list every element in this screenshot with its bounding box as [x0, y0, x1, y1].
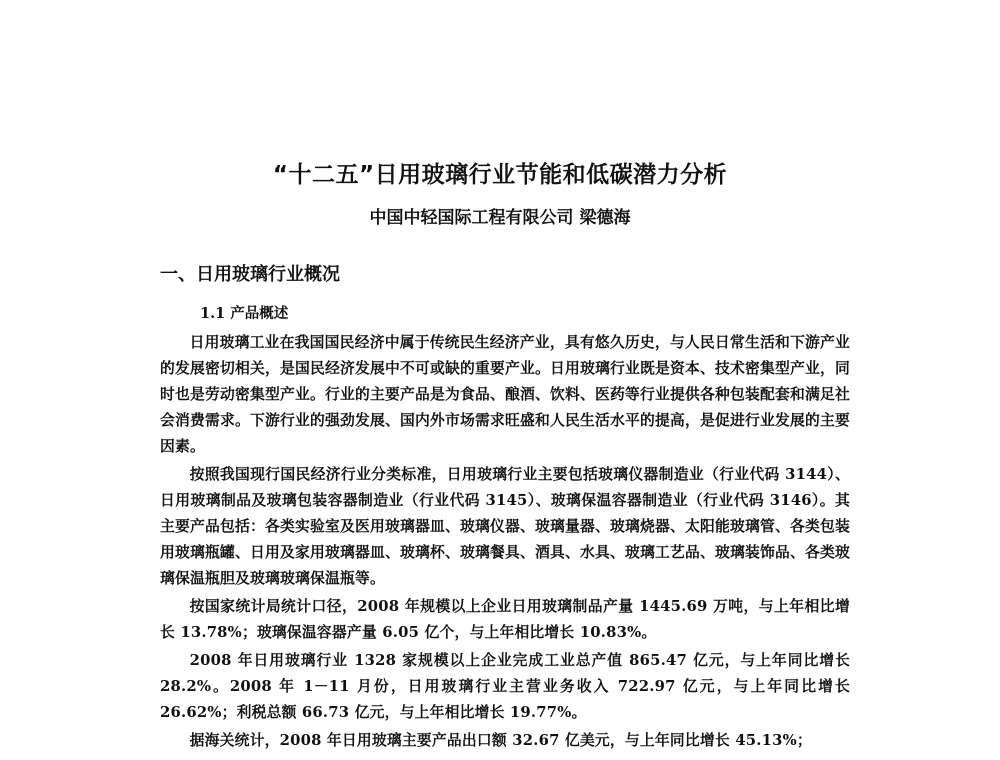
paragraph: 按照我国现行国民经济行业分类标准，日用玻璃行业主要包括玻璃仪器制造业（行业代码 3144）、日用玻璃制品及玻璃包装容器制造业（行业代码 3145）、玻璃保温容器制造业（行业代码 3146）。其主要产品包括：各类实验室及医用玻璃器皿、玻璃仪器、玻璃量器、玻璃烧器、太阳能玻璃管、各类包装用玻璃瓶罐、日用及家用玻璃器皿、玻璃杯、玻璃餐具、酒具、水具、玻璃工艺品、玻璃装饰品、各类玻璃保温瓶胆及玻璃玻璃保温瓶等。 [160, 466, 850, 587]
paragraph: 按国家统计局统计口径，2008 年规模以上企业日用玻璃制品产量 1445.69 万吨，与上年相比增长 13.78%；玻璃保温容器产量 6.05 亿个，与上年相比增长 10.83%。 [160, 598, 850, 641]
body-text [160, 330, 850, 756]
section-heading: 一、日用玻璃行业概况 [160, 264, 340, 285]
paragraph: 日用玻璃工业在我国国民经济中属于传统民生经济产业，具有悠久历史，与人民日常生活和下游产业的发展密切相关，是国民经济发展中不可或缺的重要产业。日用玻璃行业既是资本、技术密集型产业，同时也是劳动密集型产业。行业的主要产品是为食品、酿酒、饮料、医药等行业提供各种包装配套和满足社会消费需求。下游行业的强劲发展、国内外市场需求旺盛和人民生活水平的提高，是促进行业发展的主要因素。 [160, 334, 850, 455]
paragraph: 据海关统计，2008 年日用玻璃主要产品出口额 32.67 亿美元，与上年同比增长 45.13%； [189, 732, 812, 749]
document-title: “十二五”日用玻璃行业节能和低碳潜力分析 [272, 162, 728, 188]
document-author: 中国中轻国际工程有限公司 梁德海 [369, 208, 631, 228]
paragraph: 2008 年日用玻璃行业 1328 家规模以上企业完成工业总产值 865.47 亿元，与上年同比增长 28.2%。2008 年 1－11 月份，日用玻璃行业主营业务收入 722.97 亿元，与上年同比增长 26.62%；利税总额 66.73 亿元，与上年相比增长 19.77%。 [160, 652, 850, 721]
subsection-heading: 1.1 产品概述 [200, 305, 289, 322]
